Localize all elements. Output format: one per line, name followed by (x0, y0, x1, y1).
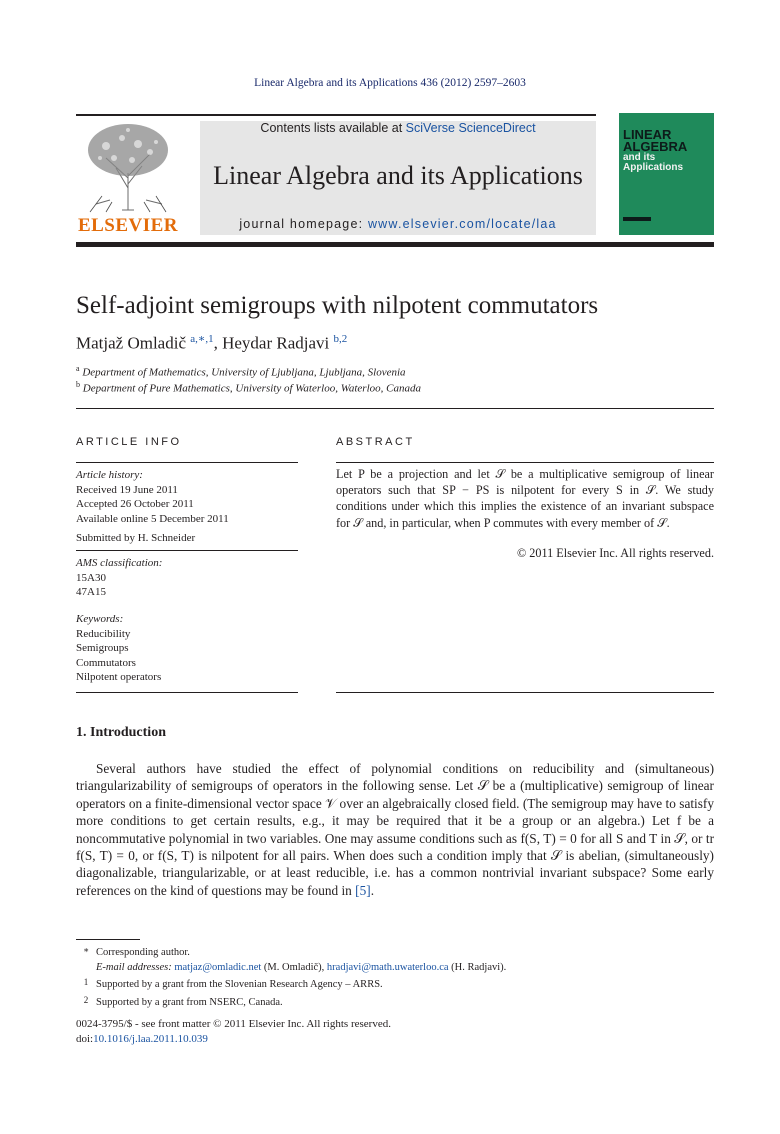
abstract-heading: ABSTRACT (336, 436, 415, 448)
author-separator: , (213, 333, 223, 353)
email-link[interactable]: matjaz@omladic.net (174, 961, 262, 973)
history-item: Received 19 June 2011 (76, 483, 178, 496)
paragraph-text: Several authors have studied the effect of polynomial conditions on reducibility and (simultaneous) triangularizability of semigroups of operators in the following sense. Let 𝒮 be a (multiplicative) semigroup of linear operators on a finite-dimensional vector space 𝒱 over an algebraically closed field. (The semigroup may have to satisfy more conditions to get certain results, e.g., it may be required that it be a group or an algebra.) Let f be a noncommutative polynomial in two variables. One may assume conditions such as f(S, T) = 0 for all S and T in 𝒮, or tr f(S, T) = 0, or f(S, T) is nilpotent for all pairs. When does such a condition imply that 𝒮 is abelian, (simultaneously) diagonalizable, triangularizable, or at least reducible, i.e. has a common nontrivial invariant subspace? Some early references on the kind of questions may be found in (76, 761, 714, 898)
author-name: Heydar Radjavi (222, 333, 330, 353)
history-item: Accepted 26 October 2011 (76, 498, 194, 511)
footnotes (76, 943, 714, 1011)
keyword: Nilpotent operators (76, 671, 162, 684)
keywords (76, 612, 298, 685)
submitted-by: Submitted by H. Schneider (76, 532, 196, 544)
header-thick-rule (76, 242, 714, 247)
history-heading: Article history: (76, 469, 143, 481)
homepage-prefix: journal homepage: (239, 217, 368, 231)
front-matter-info (76, 1017, 391, 1046)
keyword: Commutators (76, 656, 136, 669)
issn-line: 0024-3795/$ - see front matter © 2011 Elsevier Inc. All rights reserved. (76, 1018, 391, 1030)
doi-link[interactable]: 10.1016/j.laa.2011.10.039 (93, 1032, 208, 1045)
journal-title: Linear Algebra and its Applications (213, 161, 583, 190)
sciencedirect-link[interactable]: SciVerse ScienceDirect (405, 121, 536, 135)
doi-prefix: doi: (76, 1032, 94, 1045)
email-owner: (M. Omladič), (261, 961, 327, 973)
journal-homepage (200, 217, 596, 231)
paragraph-end: . (370, 882, 375, 898)
email-label: E-mail addresses: (96, 961, 175, 973)
header-rule (76, 114, 596, 116)
article-info-heading: ARTICLE INFO (76, 436, 182, 448)
ams-code: 47A15 (76, 586, 106, 599)
abstract-text: Let P be a projection and let 𝒮 be a multiplicative semigroup of linear operators such that SP − PS is nilpotent for every S in 𝒮. We study conditions under which this implies the existence of an invariant subspace for 𝒮 and, in particular, when P commutes with every member of 𝒮. (336, 467, 714, 530)
footnote-grant-2 (76, 993, 714, 1011)
affiliation-mark: b (76, 380, 80, 389)
contents-prefix: Contents lists available at (260, 121, 406, 135)
affiliation (76, 364, 406, 379)
keyword: Reducibility (76, 627, 131, 640)
author-list (76, 332, 347, 354)
footnote-text: Corresponding author. (96, 947, 190, 958)
divider (336, 692, 714, 693)
section-heading: 1. Introduction (76, 725, 166, 740)
ams-classification (76, 556, 298, 600)
affiliation-mark: a (76, 364, 80, 373)
footnote-mark: ∗ (82, 945, 90, 955)
footnote-text: Supported by a grant from NSERC, Canada. (96, 997, 283, 1009)
affiliation-text: Department of Pure Mathematics, University of Waterloo, Waterloo, Canada (82, 382, 421, 395)
divider (76, 462, 298, 463)
keyword: Semigroups (76, 642, 129, 655)
footnote-mark: 2 (83, 995, 89, 1006)
footnote-corresponding (76, 943, 714, 961)
footnote-text: Supported by a grant from the Slovenian Research Agency – ARRS. (96, 979, 383, 991)
affiliation (76, 380, 421, 395)
footnote-mark: 1 (83, 977, 89, 988)
footnote-emails (76, 961, 714, 976)
footnote-rule (76, 939, 140, 940)
author-marks[interactable]: a,∗,1 (190, 333, 214, 345)
author-name: Matjaž Omladič (76, 333, 186, 353)
citation-link[interactable]: [5] (355, 882, 371, 898)
article-history (76, 468, 298, 526)
cover-title: LINEAR ALGEBRA and its Applications (623, 127, 688, 173)
affiliation-text: Department of Mathematics, University of Ljubljana, Ljubljana, Slovenia (82, 366, 406, 379)
divider (76, 408, 714, 409)
keywords-heading: Keywords: (76, 613, 124, 625)
history-item: Available online 5 December 2011 (76, 512, 229, 525)
introduction-paragraph (76, 760, 714, 899)
paper-title: Self-adjoint semigroups with nilpotent commutators (76, 292, 599, 319)
divider (76, 550, 298, 551)
email-owner: (H. Radjavi). (448, 961, 507, 973)
abstract-copyright: © 2011 Elsevier Inc. All rights reserved. (517, 546, 714, 560)
journal-citation[interactable]: Linear Algebra and its Applications 436 (2012) 2597–2603 (254, 77, 526, 89)
contents-line (200, 121, 596, 135)
doi-line (76, 1032, 391, 1047)
author-marks[interactable]: b,2 (333, 333, 348, 345)
journal-cover-image (619, 113, 714, 235)
divider (336, 462, 714, 463)
email-link[interactable]: hradjavi@math.uwaterloo.ca (326, 961, 449, 973)
footnote-grant-1 (76, 975, 714, 993)
elsevier-wordmark: ELSEVIER (77, 215, 179, 236)
divider (76, 692, 298, 693)
homepage-link[interactable]: www.elsevier.com/locate/laa (367, 217, 557, 231)
ams-code: 15A30 (76, 571, 106, 584)
ams-heading: AMS classification: (76, 557, 163, 569)
cover-bar (623, 217, 651, 221)
